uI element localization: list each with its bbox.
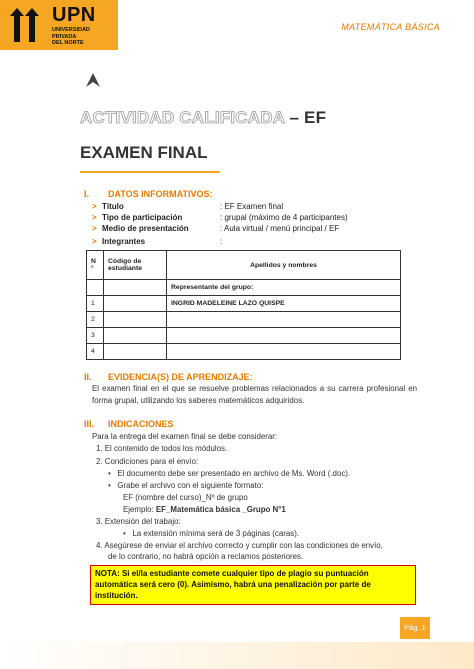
members-table — [86, 250, 401, 360]
representative-label: Representante del grupo: — [167, 280, 401, 296]
col-code: Código de estudiante — [104, 251, 167, 280]
arrow-icon: > — [92, 213, 97, 222]
table-row: 3 — [87, 328, 401, 344]
instruction-2: 2. Condiciones para el envío: — [96, 457, 199, 466]
title-underline — [80, 171, 220, 173]
section-3-number: III. — [84, 419, 95, 429]
member-name: INGRID MADELEINE LAZO QUISPE — [167, 296, 401, 312]
section-1-title: DATOS INFORMATIVOS: — [108, 189, 213, 199]
instruction-3: 3. Extensión del trabajo: — [96, 517, 181, 526]
section-3-title: INDICACIONES — [108, 419, 174, 429]
plagiarism-note: NOTA: Si el/la estudiante comete cualquier tipo de plagio su puntuación automática será cero (0). Asimismo, habrá una penalización por parte de institución. — [90, 565, 416, 605]
arrow-icon: > — [92, 224, 97, 233]
info-row-participation: > Tipo de participación : grupal (máximo de 4 participantes) — [92, 213, 348, 222]
section-1-number: I. — [84, 189, 90, 199]
brand-subtitle: UNIVERSIDAD PRIVADA DEL NORTE — [52, 27, 90, 46]
col-names: Apellidos y nombres — [167, 251, 401, 280]
arrow-icon: > — [92, 237, 97, 246]
table-row: 1 INGRID MADELEINE LAZO QUISPE — [87, 296, 401, 312]
table-header-row — [87, 251, 401, 280]
info-row-title: > Título : EF Examen final — [92, 202, 284, 211]
info-row-members: > Integrantes : — [92, 237, 223, 246]
table-row: 2 — [87, 312, 401, 328]
bullet-doc-format: • El documento debe ser presentado en archivo de Ms. Word (.doc). — [108, 469, 351, 478]
bullet-file-format: • Grabe el archivo con el siguiente formato: — [108, 481, 264, 490]
section-2-title: EVIDENCIA(S) DE APRENDIZAJE: — [108, 372, 253, 382]
triangle-icon — [84, 71, 102, 89]
instruction-4-cont: de lo contrario, no habrá opción a reclamos posteriores. — [108, 552, 304, 561]
exam-title: EXAMEN FINAL — [80, 143, 208, 162]
upn-logo — [0, 0, 118, 50]
info-row-medium: > Medio de presentación : Aula virtual / menú principal / EF — [92, 224, 340, 233]
col-number: N ° — [87, 251, 104, 280]
bullet-extension: • La extensión mínima será de 3 páginas (caras). — [123, 529, 300, 538]
file-format-example: Ejemplo: EF_Matemática básica _Grupo N°1 — [123, 505, 286, 514]
activity-title: ACTIVIDAD CALIFICADA – EF — [80, 108, 327, 127]
course-name: MATEMÁTICA BÁSICA — [341, 22, 440, 32]
footer-band — [0, 642, 474, 669]
upn-arrow-icon — [8, 6, 44, 44]
instruction-4: 4. Asegúrese de enviar el archivo correcto y cumplir con las condiciones de envío, — [96, 541, 383, 550]
brand-name: UPN — [52, 4, 96, 26]
table-row: 4 — [87, 344, 401, 360]
table-row — [87, 280, 401, 296]
instructions-intro: Para la entrega del examen final se debe considerar: — [92, 432, 278, 441]
instruction-1: 1. El contenido de todos los módulos. — [96, 444, 228, 453]
page-number: Pág. 1 — [400, 617, 430, 639]
evidence-text: El examen final en el que se resuelve problemas relacionados a su carrera profesional en forma grupal, utilizando los saberes matemáticos adquiridos. — [92, 384, 417, 405]
arrow-icon: > — [92, 202, 97, 211]
file-format-pattern: EF (nombre del curso)_Nº de grupo — [123, 493, 248, 502]
section-2-number: II. — [84, 372, 92, 382]
